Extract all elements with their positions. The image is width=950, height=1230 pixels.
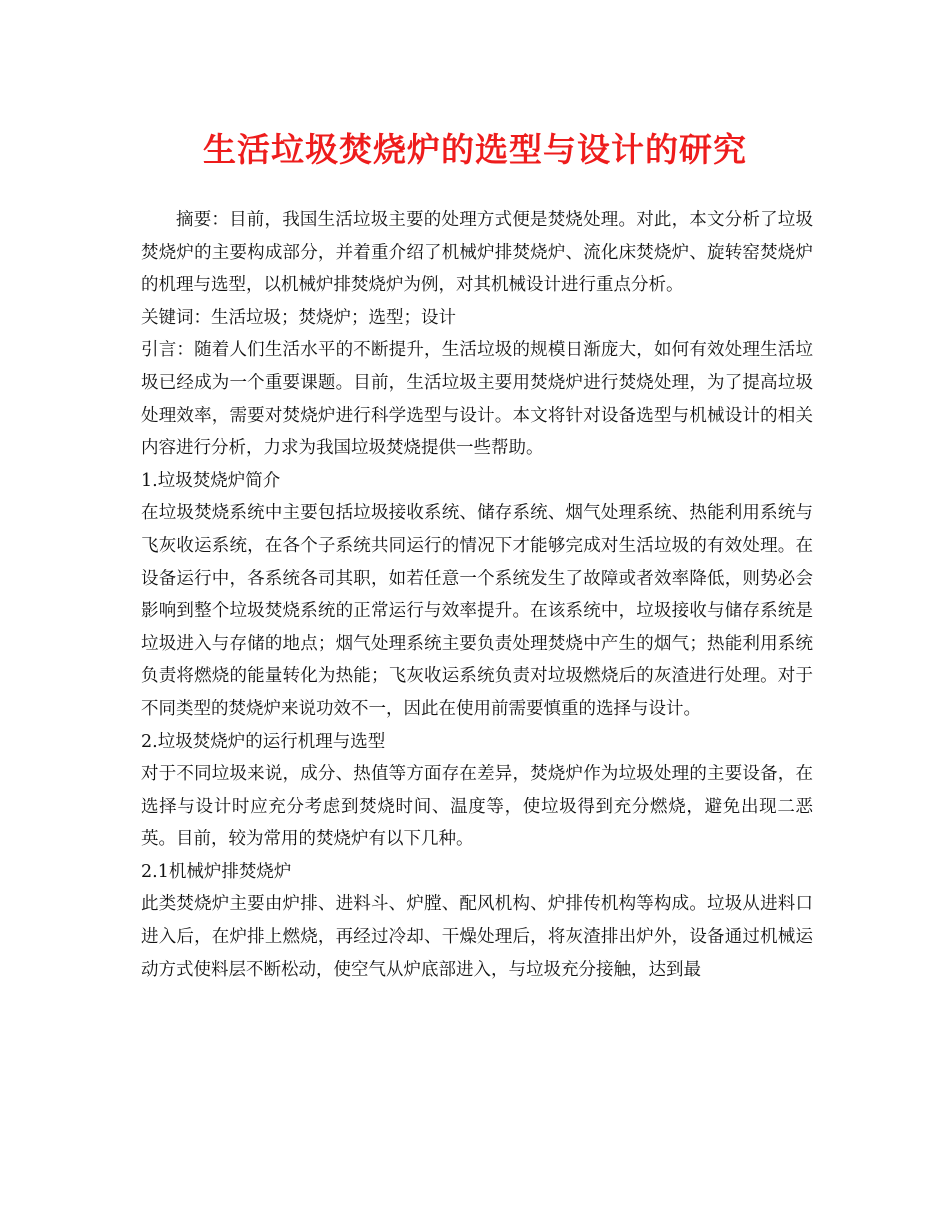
document-body [141,204,813,986]
section-2-heading: 2.垃圾焚烧炉的运行机理与选型 [141,731,386,752]
section-2-1-paragraph: 此类焚烧炉主要由炉排、进料斗、炉膛、配风机构、炉排传机构等构成。垃圾从进料口进入后，在炉排上燃烧，再经过冷却、干燥处理后，将灰渣排出炉外，设备通过机械运动方式使料层不断松动，使空气从炉底部进入，与垃圾充分接触，达到最 [141,894,813,980]
introduction-paragraph: 引言：随着人们生活水平的不断提升，生活垃圾的规模日渐庞大，如何有效处理生活垃圾已经成为一个重要课题。目前，生活垃圾主要用焚烧炉进行焚烧处理，为了提高垃圾处理效率，需要对焚烧炉进行科学选型与设计。本文将针对设备选型与机械设计的相关内容进行分析，力求为我国垃圾焚烧提供一些帮助。 [141,340,813,459]
section-2-1-heading: 2.1机械炉排焚烧炉 [141,861,292,882]
section-1-heading: 1.垃圾焚烧炉简介 [141,470,281,491]
abstract-paragraph: 摘要：目前，我国生活垃圾主要的处理方式便是焚烧处理。对此，本文分析了垃圾焚烧炉的主要构成部分，并着重介绍了机械炉排焚烧炉、流化床焚烧炉、旋转窑焚烧炉的机理与选型，以机械炉排焚烧炉为例，对其机械设计进行重点分析。 [141,210,813,296]
document-title: 生活垃圾焚烧炉的选型与设计的研究 [203,130,747,169]
section-1-paragraph: 在垃圾焚烧系统中主要包括垃圾接收系统、储存系统、烟气处理系统、热能利用系统与飞灰收运系统，在各个子系统共同运行的情况下才能够完成对生活垃圾的有效处理。在设备运行中，各系统各司其职，如若任意一个系统发生了故障或者效率降低，则势必会影响到整个垃圾焚烧系统的正常运行与效率提升。在该系统中，垃圾接收与储存系统是垃圾进入与存储的地点；烟气处理系统主要负责处理焚烧中产生的烟气；热能利用系统负责将燃烧的能量转化为热能；飞灰收运系统负责对垃圾燃烧后的灰渣进行处理。对于不同类型的焚烧炉来说功效不一，因此在使用前需要慎重的选择与设计。 [141,503,813,719]
keywords-line: 关键词：生活垃圾；焚烧炉；选型；设计 [141,307,456,328]
section-2-paragraph: 对于不同垃圾来说，成分、热值等方面存在差异，焚烧炉作为垃圾处理的主要设备，在选择与设计时应充分考虑到焚烧时间、温度等，使垃圾得到充分燃烧，避免出现二恶英。目前，较为常用的焚烧炉有以下几种。 [141,764,813,850]
